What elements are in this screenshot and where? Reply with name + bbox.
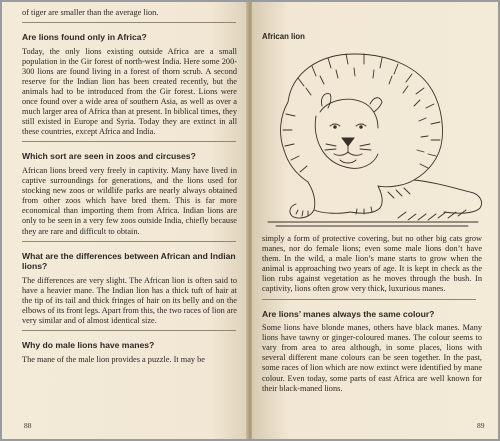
answer-text: Some lions have blonde manes, others have black manes. Many lions have tawny or ginger-coloured manes. The colour seems to vary from area to area although, in some places, lions with several different mane colours can be seen together. In the past, some races of lion which are now extinct were identified by mane colour. Even today, some parts of east Africa are well known for their black-maned lions. (262, 323, 482, 393)
left-page-column (22, 8, 237, 365)
section-divider (22, 141, 236, 142)
section-divider (262, 299, 476, 300)
lion-illustration (258, 42, 488, 232)
answer-text: Today, the only lions existing outside Africa are a small population in the Gir forest of north-west India. Here some 200-300 lions are found living in a forest of thorn scrub. A second reserve for the Indian lion has been created recently, but the animals had to be introduced from the Gir forest. Lions were once found over a wide area of southern Asia, as well as over a much larger area of Africa than at present. In biblical times, they still existed in Europe and Syria. Today they are extinct in all these countries, except Africa and India. (22, 46, 237, 137)
right-page-column (262, 234, 482, 394)
section-divider (22, 330, 236, 331)
intro-text: of tiger are smaller than the average lion. (22, 8, 159, 17)
question-heading: Why do male lions have manes? (22, 340, 155, 351)
open-book (2, 2, 498, 439)
left-page (2, 2, 248, 439)
question-heading: Are lions’ manes always the same colour? (262, 308, 435, 319)
question-heading: What are the differences between African and Indian lions? (22, 250, 236, 272)
answer-text: African lions breed very freely in captivity. Many have lived in captive surroundings for generations, and the lions used for stocking new zoos or wildlife parks are nearly always obtained from other zoos which have bred them. This is far more economical than importing them from Africa. Indian lions are only to be seen in a very few zoos outside India, chiefly because they are rare and difficult to obtain. (22, 165, 237, 236)
page-number: 89 (477, 421, 485, 430)
section-divider (22, 241, 236, 242)
illustration-caption: African lion (262, 32, 305, 41)
question-heading: Which sort are seen in zoos and circuses? (22, 151, 196, 162)
section-divider (22, 22, 236, 23)
answer-text: The differences are very slight. The African lion is often said to have a heavier mane. The Indian lion has a thick tuft of hair at the tip of its tail and thick fringes of hair on its belly and on the elbows of its front legs. Apart from this, the two races of lion are very similar and of almost identical size. (22, 275, 237, 325)
answer-text: The mane of the male lion provides a puzzle. It may be (22, 354, 205, 364)
page-number: 88 (24, 421, 32, 430)
question-heading: Are lions found only in Africa? (22, 32, 147, 43)
continuation-text: simply a form of protective covering, but no other big cats grow manes, nor do female lions; even some male lions don’t have them. In the wild, a male lion’s mane starts to grow when the animal is approaching two years of age. It is kept in check as the lion rubs against vegetation as he moves through the bush. In captivity, lions often grow very thick, luxurious manes. (262, 234, 482, 294)
right-page (252, 2, 498, 439)
